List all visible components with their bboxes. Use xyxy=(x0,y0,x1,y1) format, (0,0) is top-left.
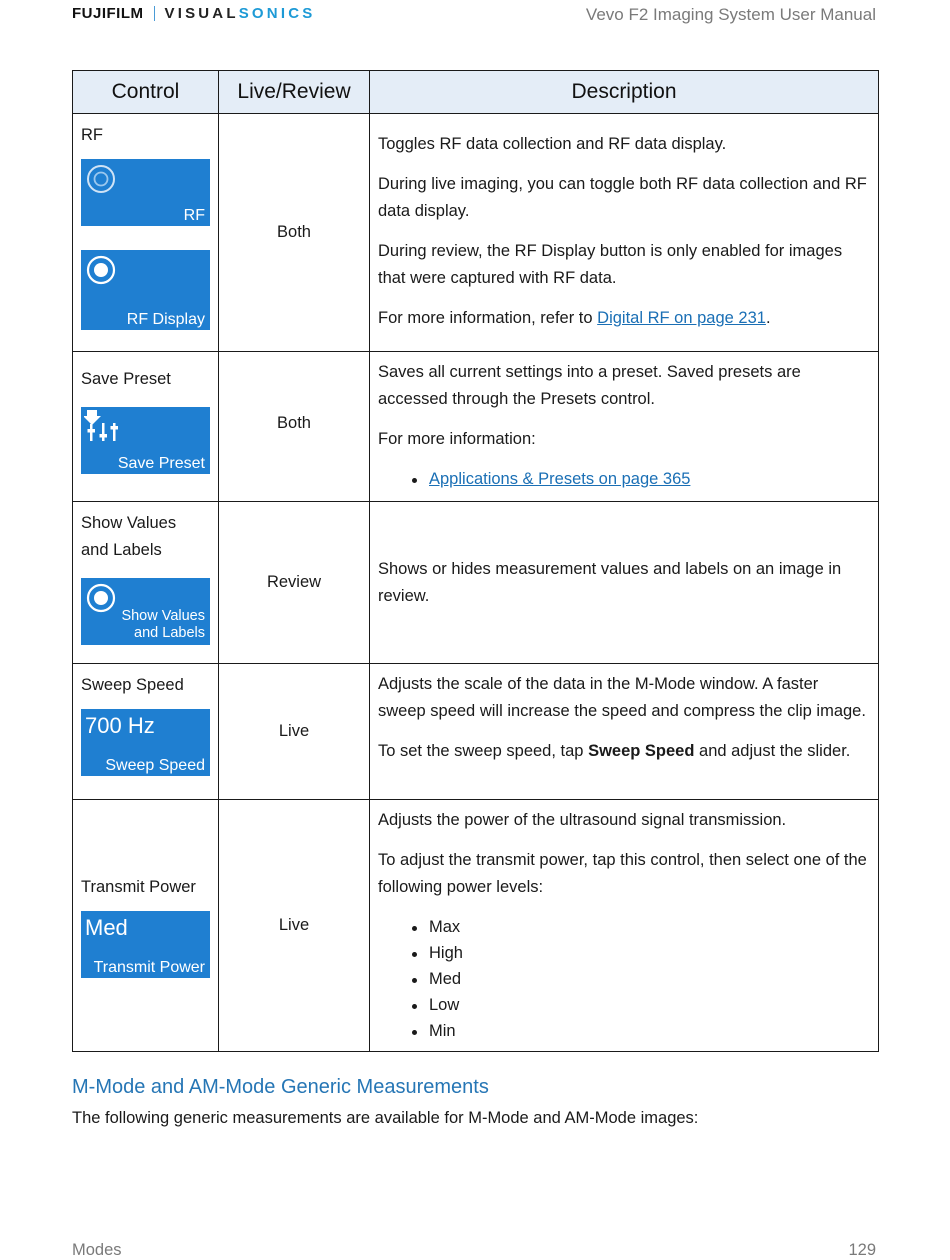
section-heading: M-Mode and AM-Mode Generic Measurements xyxy=(72,1076,489,1098)
control-cell xyxy=(73,114,219,352)
mode-cell: Live xyxy=(219,664,370,800)
list-item: Low xyxy=(429,992,870,1018)
table-row-transmit-power xyxy=(73,800,879,1052)
sweep-speed-button[interactable] xyxy=(81,709,210,776)
description-text: Toggles RF data collection and RF data display. xyxy=(378,135,727,153)
header-control: Control xyxy=(73,71,219,114)
control-name: Save Preset xyxy=(81,370,171,388)
link-list xyxy=(378,466,870,492)
logo-sonics-text: SONICS xyxy=(238,4,316,22)
list-item xyxy=(429,466,870,492)
control-name: Sweep Speed xyxy=(81,676,184,694)
save-preset-button-label: Save Preset xyxy=(117,455,205,472)
show-values-button-label xyxy=(121,608,205,642)
description-text: Adjusts the scale of the data in the M-Mode window. A faster sweep speed will increase the speed and compress the clip image. xyxy=(378,675,866,720)
toggle-on-icon xyxy=(86,583,116,622)
sweep-speed-value: 700 Hz xyxy=(85,713,155,738)
save-preset-sliders-icon xyxy=(84,409,120,452)
list-item: High xyxy=(429,940,870,966)
description-text xyxy=(378,305,870,332)
toggle-on-icon xyxy=(86,255,116,294)
control-cell xyxy=(73,800,219,1052)
description-text-suffix: and adjust the slider. xyxy=(694,742,851,760)
logo-visual-text: VISUAL xyxy=(164,4,239,22)
show-values-label-line-2: and Labels xyxy=(134,625,205,641)
description-cell xyxy=(370,664,879,800)
description-cell xyxy=(370,800,879,1052)
sweep-speed-button-label: Sweep Speed xyxy=(105,757,205,774)
header-description: Description xyxy=(370,71,879,114)
show-values-labels-button[interactable] xyxy=(81,578,210,645)
table-header-row xyxy=(73,71,879,114)
description-cell xyxy=(370,352,879,502)
description-text: To adjust the transmit power, tap this control, then select one of the following power levels: xyxy=(378,851,867,896)
footer-chapter: Modes xyxy=(72,1241,122,1259)
control-name: Show Values and Labels xyxy=(81,514,177,559)
toggle-off-icon xyxy=(86,164,116,203)
description-text-prefix: To set the sweep speed, tap xyxy=(378,742,589,760)
control-cell xyxy=(73,664,219,800)
control-cell xyxy=(73,502,219,664)
section-intro-text: The following generic measurements are available for M-Mode and AM-Mode images: xyxy=(72,1109,699,1127)
control-name: RF xyxy=(81,126,103,144)
description-text: During live imaging, you can toggle both RF data collection and RF data display. xyxy=(378,175,867,220)
list-item: Max xyxy=(429,914,870,940)
header-live-review: Live/Review xyxy=(219,71,370,114)
save-preset-button[interactable] xyxy=(81,407,210,474)
description-text: For more information: xyxy=(378,430,536,448)
mode-cell: Live xyxy=(219,800,370,1052)
description-text: Shows or hides measurement values and labels on an image in review. xyxy=(378,559,842,605)
description-bold-term: Sweep Speed xyxy=(588,742,695,760)
table-row-sweep-speed xyxy=(73,664,879,800)
transmit-power-button-label: Transmit Power xyxy=(93,958,205,976)
page-number: 129 xyxy=(848,1241,876,1259)
rf-display-button-label: RF Display xyxy=(126,311,205,328)
list-item: Med xyxy=(429,966,870,992)
manual-title: Vevo F2 Imaging System User Manual xyxy=(585,5,876,24)
table-row-show-values xyxy=(73,502,879,664)
applications-presets-link[interactable]: Applications & Presets on page 365 xyxy=(429,470,691,488)
rf-display-button[interactable] xyxy=(81,250,210,330)
description-text xyxy=(378,738,870,765)
transmit-power-button[interactable] xyxy=(81,911,210,978)
control-cell xyxy=(73,352,219,502)
control-name: Transmit Power xyxy=(81,877,196,896)
description-text: During review, the RF Display button is only enabled for images that were captured with RF data. xyxy=(378,242,843,287)
description-text: Saves all current settings into a preset. Saved presets are accessed through the Presets control. xyxy=(378,363,801,408)
transmit-power-value: Med xyxy=(85,914,128,940)
digital-rf-link[interactable]: Digital RF on page 231 xyxy=(597,309,766,327)
table-row-save-preset xyxy=(73,352,879,502)
rf-button[interactable] xyxy=(81,159,210,226)
power-level-list xyxy=(378,914,870,1044)
description-cell xyxy=(370,502,879,664)
description-cell xyxy=(370,114,879,352)
description-text-prefix: For more information, refer to xyxy=(378,309,598,327)
description-text-suffix: . xyxy=(765,309,771,327)
list-item: Min xyxy=(429,1018,870,1044)
show-values-label-line-1: Show Values xyxy=(121,608,205,624)
controls-table xyxy=(72,70,879,1052)
description-text: Adjusts the power of the ultrasound signal transmission. xyxy=(378,811,787,829)
table-row-rf xyxy=(73,114,879,352)
logo-fujifilm-text: FUJIFILM xyxy=(72,4,144,22)
logo-divider xyxy=(154,6,155,21)
mode-cell: Review xyxy=(219,502,370,664)
mode-cell: Both xyxy=(219,352,370,502)
brand-logo xyxy=(72,4,315,22)
rf-button-label: RF xyxy=(183,207,205,224)
mode-cell: Both xyxy=(219,114,370,352)
